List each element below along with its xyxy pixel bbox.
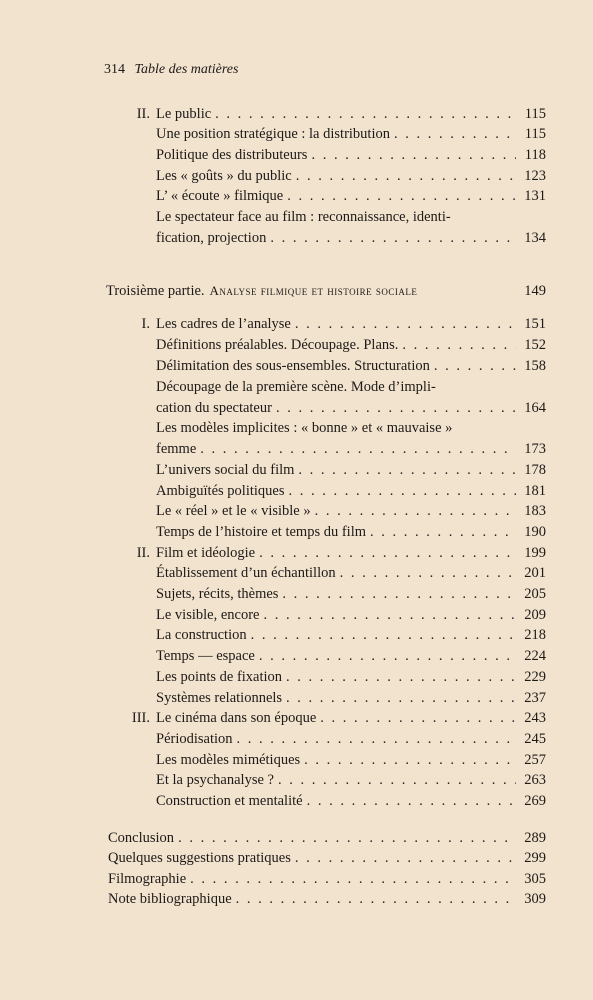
page-ref: 205: [524, 586, 546, 602]
page-ref: 209: [524, 607, 546, 623]
toc-entry-line1: [156, 207, 451, 227]
page-ref: 237: [524, 690, 546, 706]
entry-title: Les modèles mimétiques: [156, 752, 301, 768]
page-ref: 131: [524, 188, 546, 204]
toc-entry: [156, 439, 546, 459]
toc-entry: [156, 625, 546, 645]
toc-entry: [156, 522, 546, 542]
toc-entry-line1: [156, 418, 452, 438]
toc-section-heading: [128, 708, 546, 728]
dot-leader: [186, 869, 516, 889]
dot-leader: [196, 439, 516, 459]
dot-leader: [398, 335, 516, 355]
entry-title: Délimitation des sous-ensembles. Structuration: [156, 358, 430, 374]
entry-title: Le spectateur face au film : reconnaissance, identi-: [156, 209, 451, 225]
entry-title: L’ « écoute » filmique: [156, 188, 284, 204]
header-title: Table des matières: [134, 62, 239, 77]
page-ref: 190: [524, 524, 546, 540]
toc-entry: [156, 791, 546, 811]
entry-title: Temps — espace: [156, 648, 255, 664]
toc-entry: [156, 228, 546, 248]
page-ref: 229: [524, 669, 546, 685]
entry-title: Découpage de la première scène. Mode d’impli-: [156, 379, 436, 395]
entry-title: Une position stratégique : la distribution: [156, 126, 390, 142]
toc-entry: [156, 124, 546, 144]
toc-entry: [156, 563, 546, 583]
dot-leader: [284, 481, 516, 501]
toc-entry: [156, 356, 546, 376]
toc-entry: [156, 688, 546, 708]
entry-title: Et la psychanalyse ?: [156, 772, 274, 788]
toc-entry: [156, 501, 546, 521]
page-ref: 173: [524, 441, 546, 457]
toc-section-heading: [128, 314, 546, 334]
dot-leader: [291, 848, 516, 868]
page-ref: 199: [524, 545, 546, 561]
entry-title: Conclusion: [108, 830, 175, 846]
page-ref: 152: [524, 337, 546, 353]
dot-leader: [430, 356, 516, 376]
page-ref: 181: [524, 483, 546, 499]
dot-leader: [303, 791, 516, 811]
entry-title: L’univers social du film: [156, 462, 295, 478]
entry-title: Établissement d’un échantillon: [156, 565, 336, 581]
page-ref: 115: [524, 126, 546, 142]
toc-entry: [156, 605, 546, 625]
dot-leader: [366, 522, 516, 542]
section-number: I.: [141, 316, 150, 332]
part-title: Analyse filmique et histoire sociale: [209, 283, 418, 298]
toc-entry: [156, 186, 546, 206]
dot-leader: [266, 228, 516, 248]
entry-title: Filmographie: [108, 871, 187, 887]
dot-leader: [233, 729, 516, 749]
entry-title: femme: [156, 441, 197, 457]
page-ref: 263: [524, 772, 546, 788]
dot-leader: [294, 460, 516, 480]
toc-entry: [156, 398, 546, 418]
dot-leader: [336, 563, 516, 583]
dot-leader: [247, 625, 516, 645]
toc-entry: [156, 481, 546, 501]
part-label: Troisième partie.: [106, 283, 205, 299]
dot-leader: [390, 124, 516, 144]
section-number: II.: [136, 545, 150, 561]
dot-leader: [291, 314, 516, 334]
page-ref: 224: [524, 648, 546, 664]
toc-entry: [156, 460, 546, 480]
toc-end-entry: [108, 869, 546, 889]
dot-leader: [316, 708, 516, 728]
entry-title: Construction et mentalité: [156, 793, 303, 809]
toc-end-entry: [108, 828, 546, 848]
section-title: Le public: [156, 106, 212, 122]
page-ref: 118: [524, 147, 546, 163]
entry-title: Les points de fixation: [156, 669, 283, 685]
dot-leader: [311, 501, 516, 521]
dot-leader: [255, 646, 516, 666]
entry-title: Le « réel » et le « visible »: [156, 503, 311, 519]
page-ref: 134: [524, 230, 546, 246]
toc-section-heading: [128, 104, 546, 124]
toc-end-entry: [108, 848, 546, 868]
entry-title: Politique des distributeurs: [156, 147, 308, 163]
toc-entry: [156, 667, 546, 687]
entry-title: Quelques suggestions pratiques: [108, 850, 291, 866]
entry-title: cation du spectateur: [156, 400, 272, 416]
page-ref: 151: [524, 316, 546, 332]
toc-entry: [156, 646, 546, 666]
toc-entry: [156, 335, 546, 355]
page-ref: 158: [524, 358, 546, 374]
entry-title: Note bibliographique: [108, 891, 232, 907]
entry-title: Les « goûts » du public: [156, 168, 292, 184]
dot-leader: [307, 145, 516, 165]
section-number: III.: [131, 710, 150, 726]
entry-title: Systèmes relationnels: [156, 690, 283, 706]
entry-title: Ambiguïtés politiques: [156, 483, 285, 499]
page-ref: 257: [524, 752, 546, 768]
page-ref: 164: [524, 400, 546, 416]
page-ref: 299: [524, 850, 546, 866]
page-ref: 218: [524, 627, 546, 643]
page-ref: 178: [524, 462, 546, 478]
entry-title: Les modèles implicites : « bonne » et « mauvaise »: [156, 420, 453, 436]
page-ref: 201: [524, 565, 546, 581]
toc-entry: [156, 166, 546, 186]
page-ref: 305: [524, 871, 546, 887]
dot-leader: [300, 750, 516, 770]
section-title: Film et idéologie: [156, 545, 256, 561]
toc-entry: [156, 750, 546, 770]
dot-leader: [259, 605, 516, 625]
dot-leader: [283, 186, 516, 206]
entry-title: Périodisation: [156, 731, 233, 747]
section-number: II.: [136, 106, 150, 122]
header-page-number: 314: [104, 62, 125, 77]
toc-entry: [156, 145, 546, 165]
entry-title: La construction: [156, 627, 247, 643]
dot-leader: [255, 543, 516, 563]
toc-entry-line1: [156, 377, 436, 397]
dot-leader: [211, 104, 516, 124]
dot-leader: [278, 584, 516, 604]
page-ref: 183: [524, 503, 546, 519]
page-ref: 309: [524, 891, 546, 907]
entry-title: fication, projection: [156, 230, 267, 246]
dot-leader: [274, 770, 516, 790]
dot-leader: [282, 667, 516, 687]
toc-entry: [156, 770, 546, 790]
entry-title: Sujets, récits, thèmes: [156, 586, 279, 602]
page-ref: 245: [524, 731, 546, 747]
entry-title: Définitions préalables. Découpage. Plans.: [156, 337, 399, 353]
dot-leader: [174, 828, 516, 848]
section-title: Les cadres de l’analyse: [156, 316, 291, 332]
toc-entry: [156, 729, 546, 749]
toc-end-entry: [108, 889, 546, 909]
running-header: [104, 62, 238, 78]
toc-section-heading: [128, 543, 546, 563]
page-ref: 115: [524, 106, 546, 122]
toc-entry: [156, 584, 546, 604]
section-title: Le cinéma dans son époque: [156, 710, 317, 726]
page-ref: 269: [524, 793, 546, 809]
page-ref: 243: [524, 710, 546, 726]
page-ref: 149: [524, 283, 546, 299]
dot-leader: [292, 166, 516, 186]
toc-part-heading: [106, 281, 546, 301]
dot-leader: [272, 398, 516, 418]
dot-leader: [282, 688, 516, 708]
dot-leader: [232, 889, 516, 909]
page-ref: 289: [524, 830, 546, 846]
entry-title: Le visible, encore: [156, 607, 260, 623]
entry-title: Temps de l’histoire et temps du film: [156, 524, 367, 540]
page-ref: 123: [524, 168, 546, 184]
